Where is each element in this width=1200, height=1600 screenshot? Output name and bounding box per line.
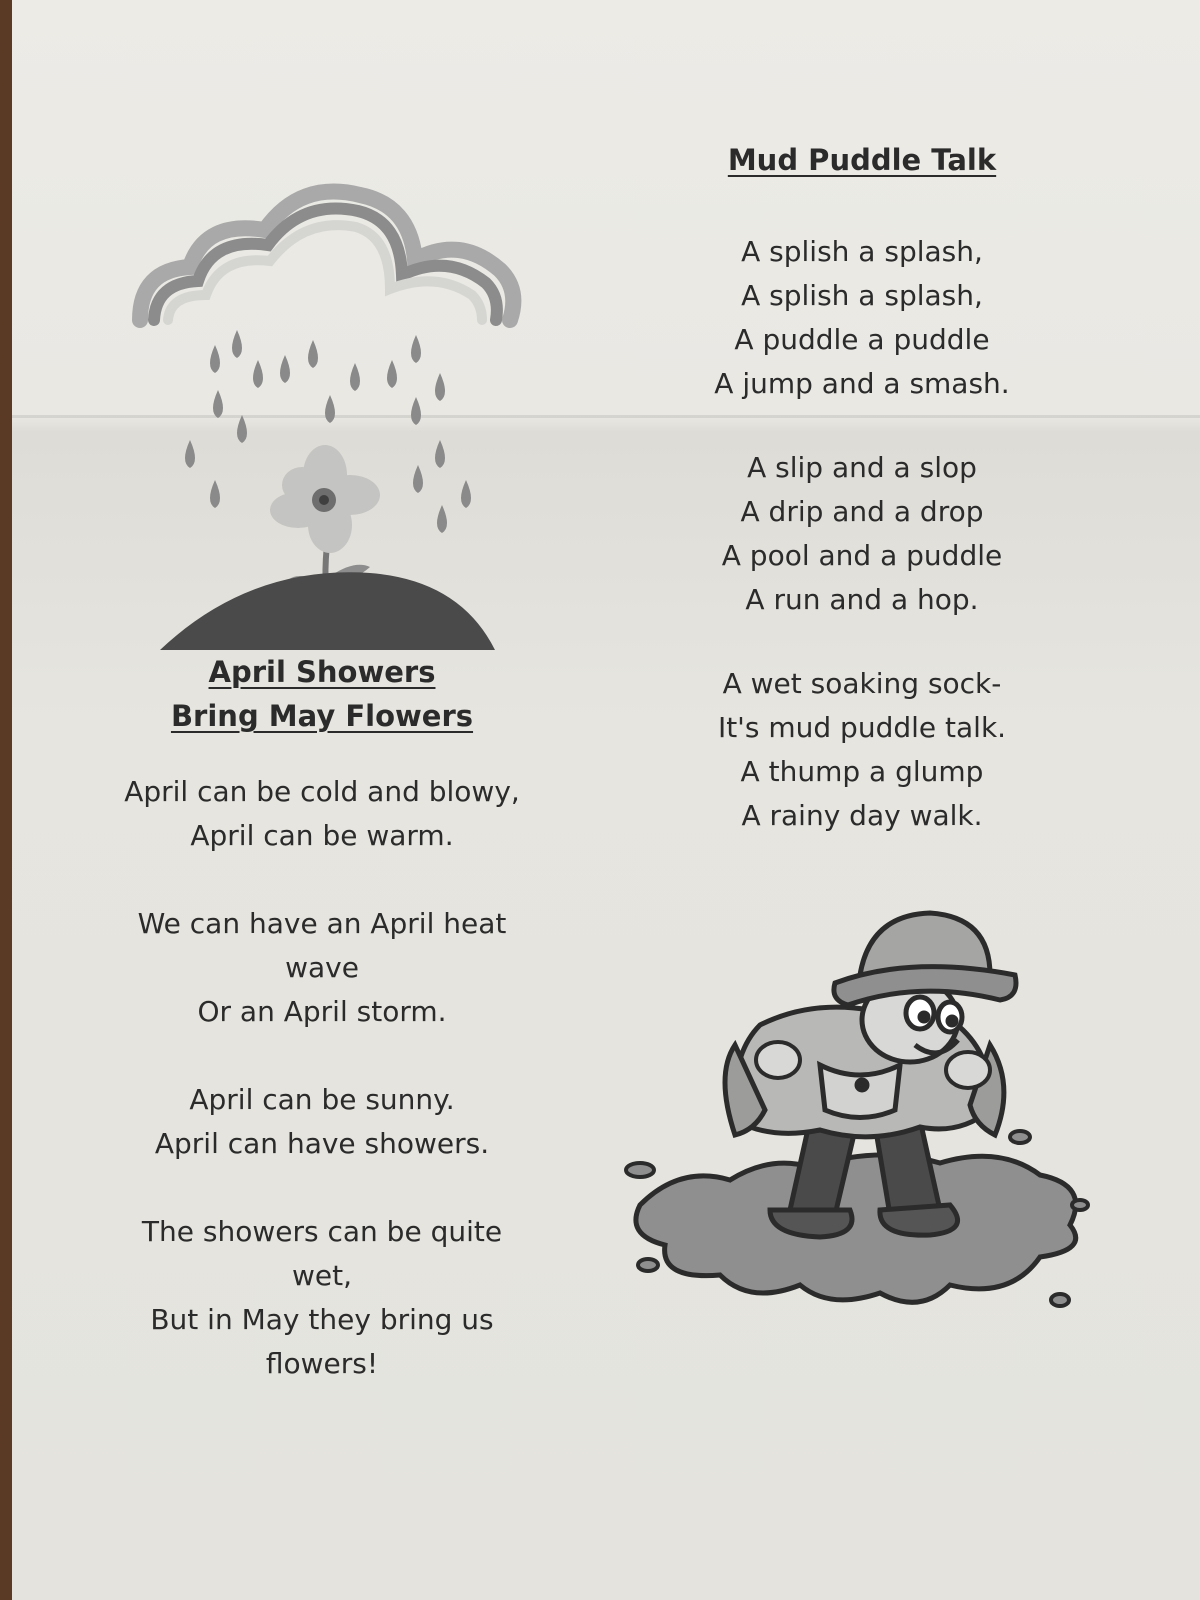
mud-puddle-talk-poem	[652, 138, 1072, 878]
poem-title: April Showers	[208, 655, 436, 689]
rain-hat-icon	[834, 913, 1016, 1005]
poem-line: wet,	[291, 1259, 352, 1292]
puddle-icon	[636, 1155, 1076, 1302]
stanza	[92, 1210, 552, 1386]
poem-line: We can have an April heat	[137, 907, 507, 940]
poem-line: April can be sunny.	[189, 1083, 455, 1116]
hill-icon	[160, 572, 495, 650]
poem-line: The showers can be quite	[141, 1215, 503, 1248]
stanza	[92, 770, 552, 858]
poem-line: A slip and a slop	[747, 451, 977, 484]
paper-sheet	[12, 0, 1200, 1600]
poem-line: A thump a glump	[740, 755, 984, 788]
poem-line: A jump and a smash.	[714, 367, 1010, 400]
poem-line: April can be cold and blowy,	[124, 775, 520, 808]
poem-line: But in May they bring us	[150, 1303, 494, 1336]
stanza	[652, 446, 1072, 622]
poem-line: It's mud puddle talk.	[717, 711, 1007, 744]
poem-line: A drip and a drop	[740, 495, 984, 528]
poem-line: A rainy day walk.	[741, 799, 983, 832]
stanza	[652, 230, 1072, 406]
poem-line: April can have showers.	[154, 1127, 490, 1160]
poem-line: A puddle a puddle	[734, 323, 990, 356]
boy-splashing-puddle-illustration	[620, 905, 1100, 1345]
rain-cloud-flower-illustration	[130, 175, 530, 670]
poem-title: Mud Puddle Talk	[727, 143, 997, 177]
poem-line: A splish a splash,	[741, 235, 983, 268]
poem-line: A wet soaking sock-	[722, 667, 1002, 700]
stanza	[92, 1078, 552, 1166]
poem-line: A pool and a puddle	[721, 539, 1003, 572]
poem-line: Or an April storm.	[197, 995, 447, 1028]
april-showers-poem	[92, 650, 552, 1430]
poem-title: Bring May Flowers	[170, 699, 474, 733]
cloud-icon	[140, 192, 513, 320]
poem-line: A splish a splash,	[741, 279, 983, 312]
poem-line: wave	[285, 951, 359, 984]
stanza	[92, 902, 552, 1034]
poem-line: flowers!	[265, 1347, 379, 1380]
poem-line: April can be warm.	[190, 819, 454, 852]
stanza	[652, 662, 1072, 838]
poem-line: A run and a hop.	[745, 583, 979, 616]
